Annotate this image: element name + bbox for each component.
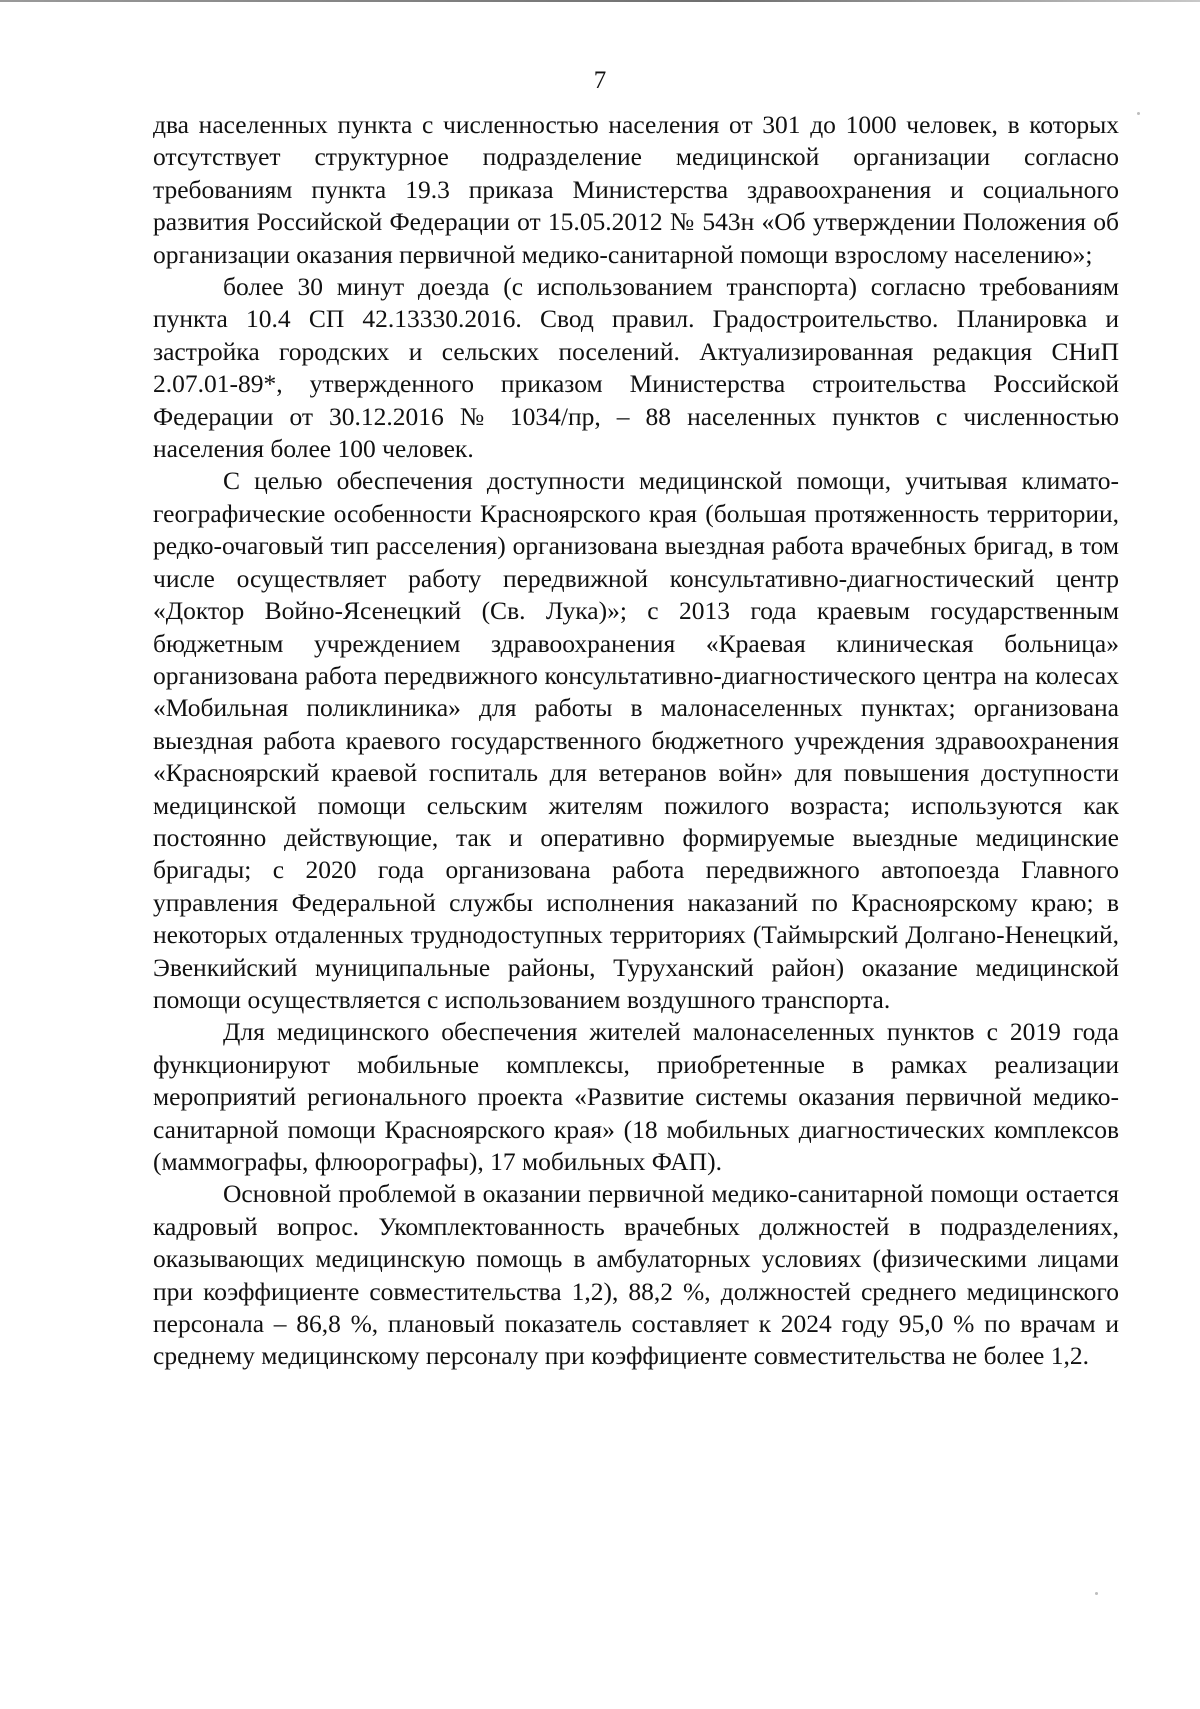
paragraph-settlements-without-medical-unit: два населенных пункта с численностью населения от 301 до 1000 человек, в которых отсутствует структурное подразделение медицинской организации согласно требованиям пункта 19.3 приказа Министерства здравоохранения и социального развития Российской Федерации от 15.05.2012 № 543н «Об утверждении Положения об организации оказания первичной медико-санитарной помощи взрослому населению»; <box>153 110 1119 269</box>
paragraph-travel-time-requirement: более 30 минут доезда (с использованием транспорта) согласно требованиям пункта 10.4 СП 42.13330.2016. Свод правил. Градостроительство. Планировка и застройка городских и сельских поселений. Актуализированная редакция СНиП 2.07.01-89*, утвержденного приказом Министерства строительства Российской Федерации от 30.12.2016 № 1034/пр, – 88 населенных пунктов с численностью населения более 100 человек. <box>153 272 1119 464</box>
page-number: 7 <box>593 67 607 94</box>
scan-speck <box>1137 112 1140 115</box>
paragraph-staffing-problem: Основной проблемой в оказании первичной медико-санитарной помощи остается кадровый вопрос. Укомплектованность врачебных должностей в подразделениях, оказывающих медицинскую помощь в амбулаторных условиях (физическими лицами при коэффициенте совместительства 1,2), 88,2 %, должностей среднего медицинского персонала – 86,8 %, плановый показатель составляет к 2024 году 95,0 % по врачам и среднему медицинскому персоналу при коэффициенте совместительства не более 1,2. <box>153 1179 1119 1371</box>
scan-top-edge <box>0 0 1200 2</box>
paragraph-mobile-medical-teams: С целью обеспечения доступности медицинской помощи, учитывая климато-географические особенности Красноярского края (большая протяженность территории, редко-очаговый тип расселения) организована выездная работа врачебных бригад, в том числе осуществляет работу передвижной консультативно-диагностический центр «Доктор Войно-Ясенецкий (Св. Лука)»; с 2013 года краевым государственным бюджетным учреждением здравоохранения «Краевая клиническая больница» организована работа передвижного консультативно-диагностического центра на колесах «Мобильная поликлиника» для работы в малонаселенных пунктах; организована выездная работа краевого государственного бюджетного учреждения здравоохранения «Красноярский краевой госпиталь для ветеранов войн» для повышения доступности медицинской помощи сельским жителям пожилого возраста; используются как постоянно действующие, так и оперативно формируемые выездные медицинские бригады; с 2020 года организована работа передвижного автопоезда Главного управления Федеральной службы исполнения наказаний по Красноярскому краю; в некоторых отдаленных труднодоступных территориях (Таймырский Долгано-Ненецкий, Эвенкийский муниципальные районы, Туруханский район) оказание медицинской помощи осуществляется с использованием воздушного транспорта. <box>153 466 1119 1014</box>
paragraph-mobile-complexes: Для медицинского обеспечения жителей малонаселенных пунктов с 2019 года функционируют мобильные комплексы, приобретенные в рамках реализации мероприятий регионального проекта «Развитие системы оказания первичной медико-санитарной помощи Красноярского края» (18 мобильных диагностических комплексов (маммографы, флюорографы), 17 мобильных ФАП). <box>153 1017 1119 1176</box>
document-body <box>153 109 1119 1373</box>
scan-speck <box>1095 1592 1098 1595</box>
